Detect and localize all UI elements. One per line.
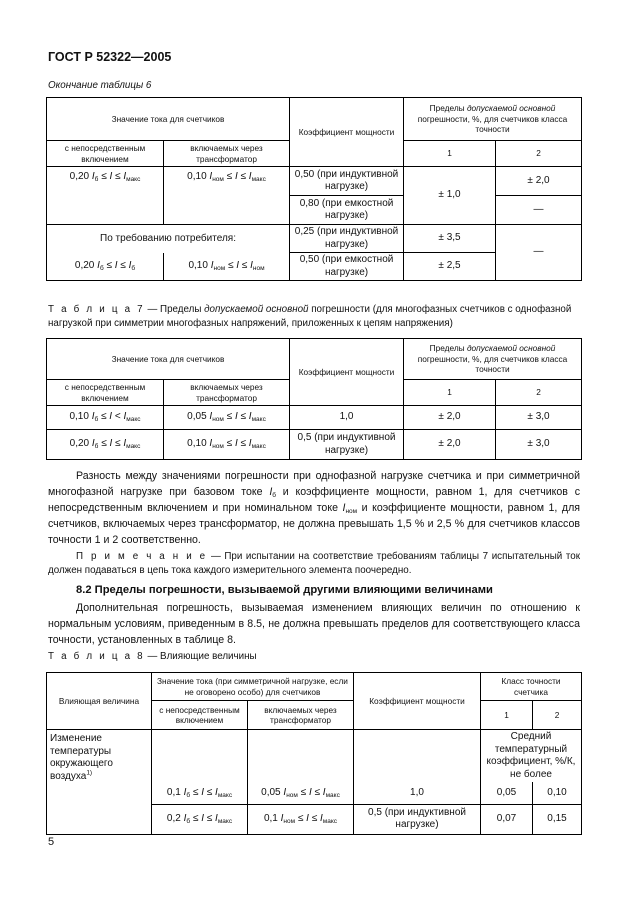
table-row [47, 98, 582, 141]
header-class: Класс точности счетчика [481, 673, 582, 701]
header-influence: Влияющая величина [47, 673, 152, 730]
paragraph-difference: Разность между значениями погрешности при однофазной нагрузке счетчика и при симметричной многофазной нагрузке при базовом токе $I_б$ и коэффициенте мощности, равном 1, для счетчиков с непосредственным включением и при номинальном токе $I_{ном}$ и коэффициенте мощности, равном 1, для счетчиков, включаемых через трансформатор, не должна превышать 1,5 % и 2,5 % для счетчиков классов точности 1 и 2 соответственно. [48, 470, 581, 546]
cell-class2: ± 2,0 [496, 167, 582, 196]
cell-pf: 1,0 [354, 782, 481, 804]
header-pf: Коэффициент мощности [290, 98, 404, 167]
table-6 [46, 97, 582, 281]
header-direct: с непосредственным включением [47, 141, 164, 167]
cell-class1: 0,05 [481, 782, 533, 804]
paragraph-additional-error: Дополнительная погрешность, вызываемая изменением влияющих величин по отношению к нормальным условиям, приведенным в 8.5, не должна превышать пределов для соответствующего класса точности, установленных в таблице 8. [48, 602, 580, 646]
header-pf: Коэффициент мощности [354, 673, 481, 730]
cell-blank [152, 730, 248, 783]
header-current: Значение тока для счетчиков [47, 98, 290, 141]
cell-pf: 0,50 (при индуктивной нагрузке) [290, 167, 404, 196]
table-row [47, 167, 582, 196]
cell-range-transformer: 0,1 $I_{ном} \le I \le I_{макс}$ [248, 804, 354, 834]
table-row [47, 673, 582, 701]
cell-range-direct: 0,10 $I_б \le I < I_{макс}$ [47, 406, 164, 430]
header-direct: с непосредственным включением [47, 380, 164, 406]
header-class2: 2 [496, 141, 582, 167]
cell-pf: 0,5 (при индуктивной нагрузке) [354, 804, 481, 834]
header-class1: 1 [404, 141, 496, 167]
table7-title: Т а б л и ц а 7 — Пределы допускаемой основной погрешности (для многофазных счетчиков с однофазной нагрузкой при симметрии многофазных напряжений, приложенных к цепям напряжения) [48, 304, 572, 329]
cell-class1: ± 3,5 [404, 225, 496, 253]
cell-class1: 0,07 [481, 804, 533, 834]
cell-class1: ± 1,0 [404, 167, 496, 225]
header-current: Значение тока для счетчиков [47, 339, 290, 380]
cell-class1: ± 2,5 [404, 253, 496, 281]
cell-range-transformer: 0,10 $I_{ном} \le I \le I_{макс}$ [164, 167, 290, 225]
cell-range-transformer: 0,05 $I_{ном} \le I \le I_{макс}$ [164, 406, 290, 430]
consumer-note: По требованию потребителя: [47, 225, 290, 253]
table-7 [46, 338, 582, 460]
header-class2: 2 [496, 380, 582, 406]
cell-range-direct: 0,20 $I_б \le I \le I_{макс}$ [47, 430, 164, 460]
cell-pf: 0,50 (при емкостной нагрузке) [290, 253, 404, 281]
header-transformer: включаемых через трансформатор [164, 380, 290, 406]
table-row [47, 730, 582, 783]
table-row [47, 225, 582, 253]
cell-class2: 0,15 [533, 804, 582, 834]
header-limits: Пределы допускаемой основной погрешности, %, для счетчиков класса точности [404, 98, 582, 141]
cell-class2: — [496, 225, 582, 281]
cell-class2: 0,10 [533, 782, 582, 804]
cell-range-transformer: 0,10 $I_{ном} \le I \le I_{макс}$ [164, 430, 290, 460]
page-header: ГОСТ Р 52322—2005 [48, 50, 172, 64]
header-direct: с непосредственным включением [152, 701, 248, 730]
cell-range-direct: 0,20 $I_б \le I \le I_{макс}$ [47, 167, 164, 225]
cell-blank [354, 730, 481, 783]
header-transformer: включаемых через трансформатор [248, 701, 354, 730]
cell-influence: Изменение температуры окружающего воздуха$^{1)}$ [47, 730, 152, 835]
note: П р и м е ч а н и е — При испытании на соответствие требованиям таблицы 7 испытательный ток должен подаваться в цепь тока каждого измерительного элемента поочередно. [48, 551, 580, 576]
page-number: 5 [48, 836, 55, 848]
table-8 [46, 672, 582, 835]
table6-caption: Окончание таблицы 6 [48, 80, 152, 91]
table-row [47, 406, 582, 430]
cell-range-transformer: 0,10 $I_{ном} \le I \le I_{ном}$ [164, 253, 290, 281]
cell-range-transformer: 0,05 $I_{ном} \le I \le I_{макс}$ [248, 782, 354, 804]
cell-class1: ± 2,0 [404, 430, 496, 460]
cell-range-direct: 0,1 $I_б \le I \le I_{макс}$ [152, 782, 248, 804]
cell-class2: — [496, 196, 582, 225]
cell-range-direct: 0,2 $I_б \le I \le I_{макс}$ [152, 804, 248, 834]
table-row [47, 430, 582, 460]
cell-temp-coefficient: Средний температурный коэффициент, %/К, не более [481, 730, 582, 783]
header-pf: Коэффициент мощности [290, 339, 404, 406]
header-class1: 1 [404, 380, 496, 406]
cell-class1: ± 2,0 [404, 406, 496, 430]
table8-title: Т а б л и ц а 8 — Влияющие величины [48, 651, 257, 662]
cell-blank [248, 730, 354, 783]
header-class2: 2 [533, 701, 582, 730]
cell-pf: 0,25 (при индуктивной нагрузке) [290, 225, 404, 253]
cell-class2: ± 3,0 [496, 430, 582, 460]
header-class1: 1 [481, 701, 533, 730]
header-transformer: включаемых через трансформатор [164, 141, 290, 167]
cell-pf: 1,0 [290, 406, 404, 430]
cell-range-direct: 0,20 $I_б \le I \le I_б$ [47, 253, 164, 281]
table-row [47, 339, 582, 380]
cell-pf: 0,5 (при индуктивной нагрузке) [290, 430, 404, 460]
header-limits: Пределы допускаемой основной погрешности, %, для счетчиков класса точности [404, 339, 582, 380]
section-8-2-heading: 8.2 Пределы погрешности, вызываемой другими влияющими величинами [76, 584, 493, 596]
header-current: Значение тока (при симметричной нагрузке, если не оговорено особо) для счетчиков [152, 673, 354, 701]
cell-pf: 0,80 (при емкостной нагрузке) [290, 196, 404, 225]
cell-class2: ± 3,0 [496, 406, 582, 430]
